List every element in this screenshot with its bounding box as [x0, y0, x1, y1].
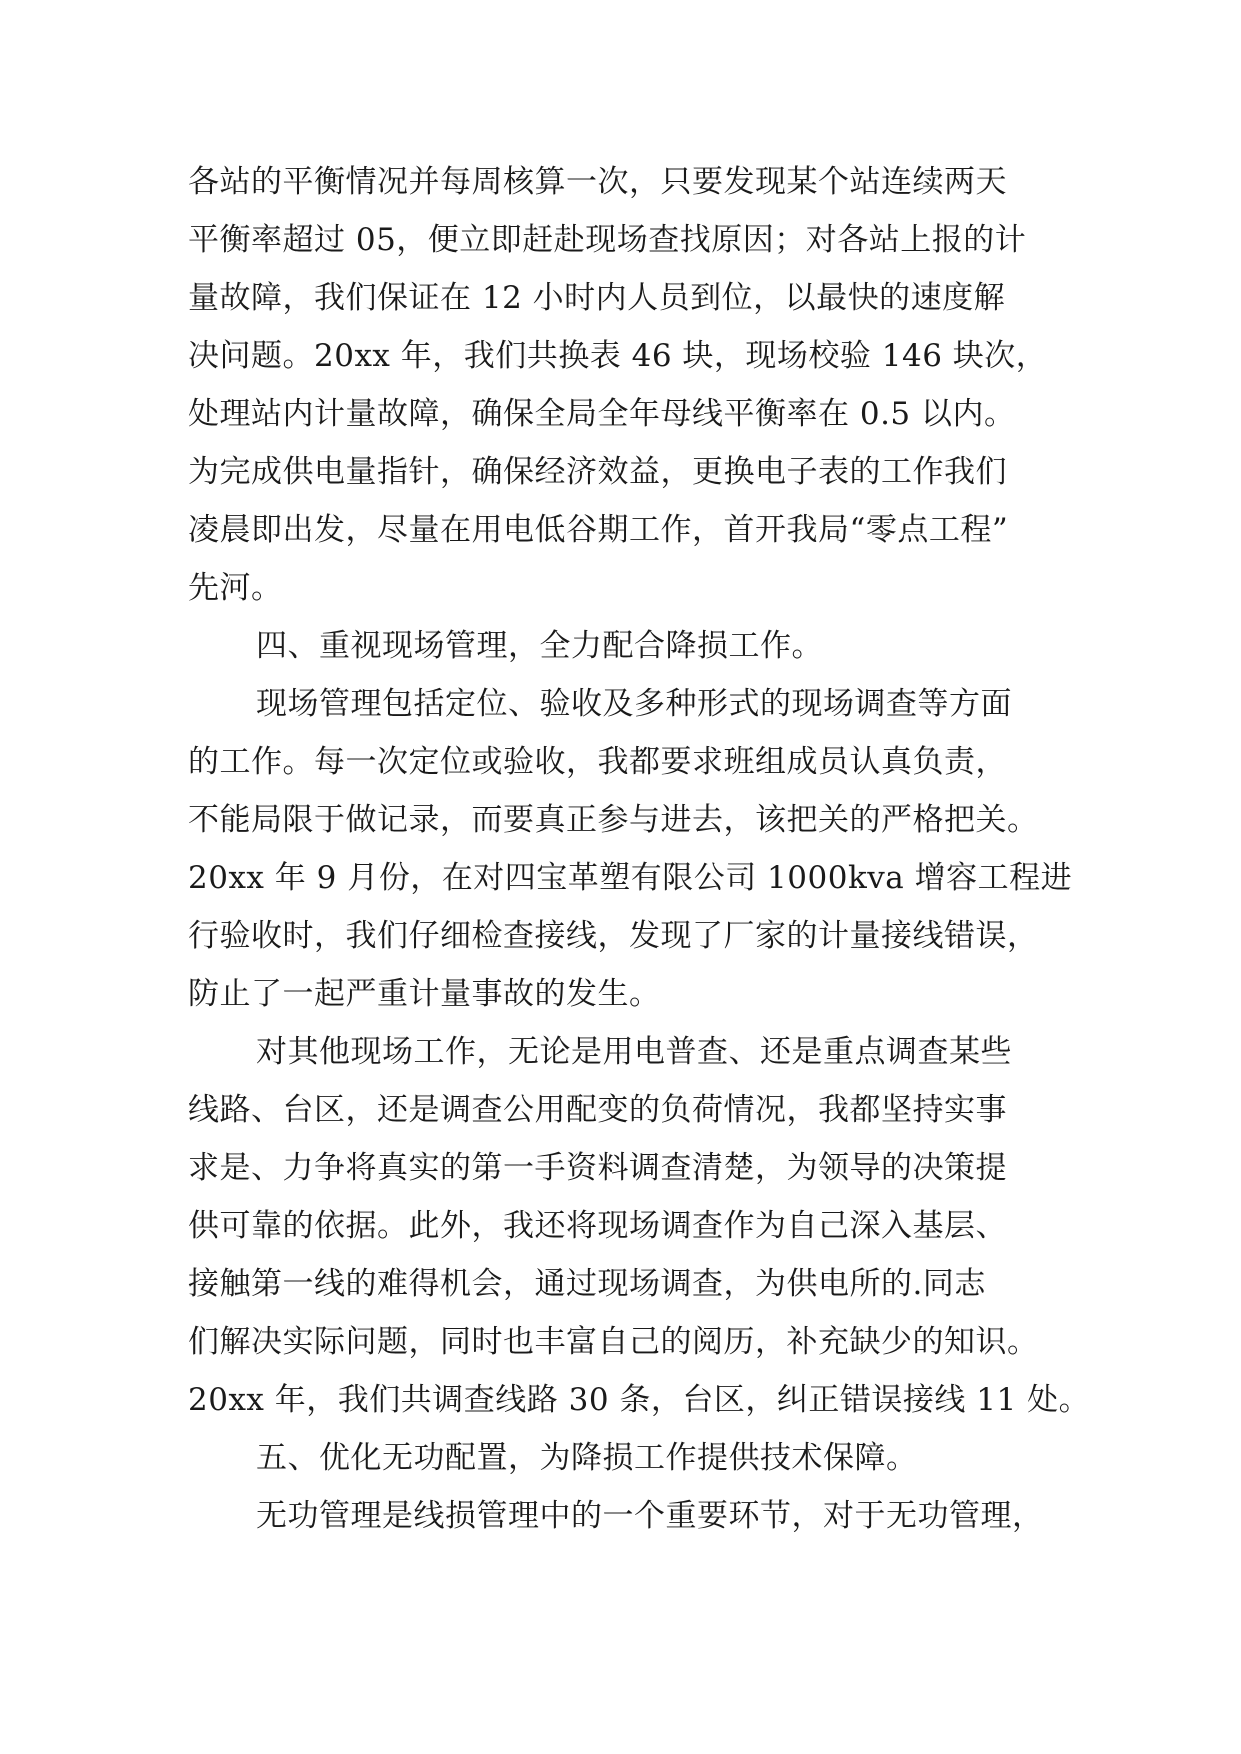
text-line: 们解决实际问题，同时也丰富自己的阅历，补充缺少的知识。 — [188, 1324, 1039, 1360]
text-line: 决问题。20xx 年，我们共换表 46 块，现场校验 146 块次， — [188, 338, 1048, 374]
text-line: 不能局限于做记录，而要真正参与进去，该把关的严格把关。 — [188, 802, 1039, 838]
text-line: 处理站内计量故障，确保全局全年母线平衡率在 0.5 以内。 — [188, 396, 1016, 432]
text-line: 为完成供电量指针，确保经济效益，更换电子表的工作我们 — [188, 454, 1007, 490]
text-line: 20xx 年，我们共调查线路 30 条，台区，纠正错误接线 11 处。 — [188, 1382, 1091, 1418]
text-line: 先河。 — [188, 570, 283, 606]
text-line: 无功管理是线损管理中的一个重要环节，对于无功管理， — [256, 1498, 1044, 1534]
section-heading: 四、重视现场管理，全力配合降损工作。 — [256, 628, 823, 664]
section-heading: 五、优化无功配置，为降损工作提供技术保障。 — [256, 1440, 918, 1476]
text-line: 接触第一线的难得机会，通过现场调查，为供电所的.同志 — [188, 1266, 986, 1302]
text-line: 各站的平衡情况并每周核算一次，只要发现某个站连续两天 — [188, 164, 1007, 200]
text-line: 凌晨即出发，尽量在用电低谷期工作，首开我局“零点工程” — [188, 512, 1009, 548]
text-line: 线路、台区，还是调查公用配变的负荷情况，我都坚持实事 — [188, 1092, 1007, 1128]
text-line: 平衡率超过 05，便立即赶赴现场查找原因；对各站上报的计 — [188, 222, 1027, 258]
text-line: 对其他现场工作，无论是用电普查、还是重点调查某些 — [256, 1034, 1012, 1070]
text-line: 防止了一起严重计量事故的发生。 — [188, 976, 661, 1012]
text-line: 供可靠的依据。此外，我还将现场调查作为自己深入基层、 — [188, 1208, 1007, 1244]
text-line: 行验收时，我们仔细检查接线，发现了厂家的计量接线错误， — [188, 918, 1039, 954]
text-line: 求是、力争将真实的第一手资料调查清楚，为领导的决策提 — [188, 1150, 1007, 1186]
text-line: 20xx 年 9 月份，在对四宝革塑有限公司 1000kva 增容工程进 — [188, 860, 1073, 896]
text-line: 量故障，我们保证在 12 小时内人员到位，以最快的速度解 — [188, 280, 1006, 316]
document-body — [188, 153, 1091, 1545]
text-line: 的工作。每一次定位或验收，我都要求班组成员认真负责， — [188, 744, 1007, 780]
text-line: 现场管理包括定位、验收及多种形式的现场调查等方面 — [256, 686, 1012, 722]
